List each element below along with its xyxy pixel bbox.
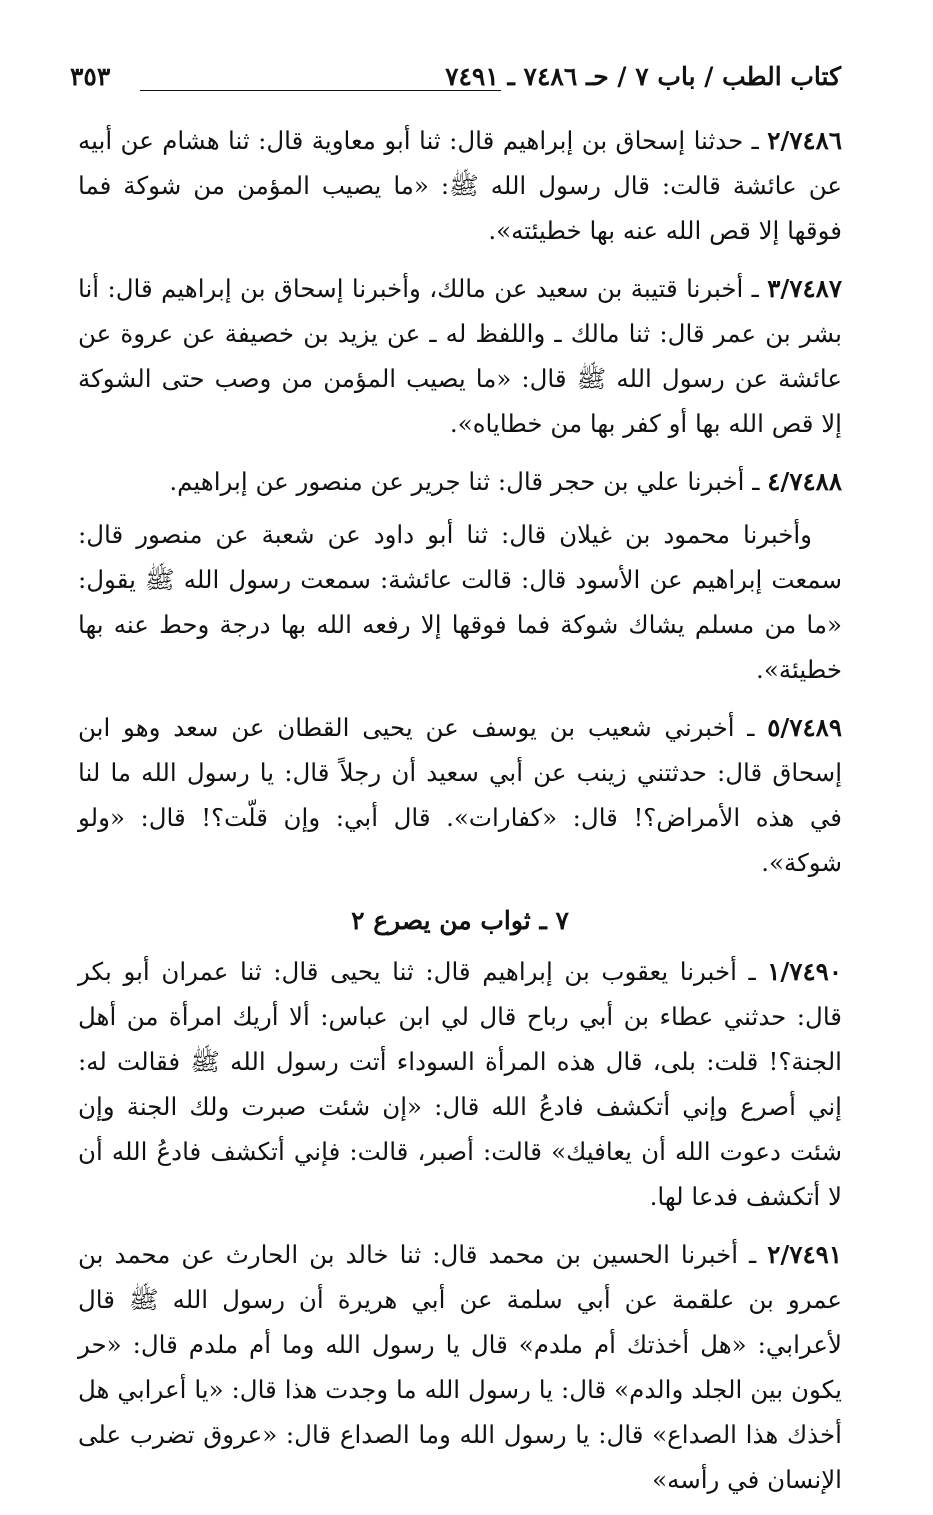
hadith-7487 xyxy=(78,266,842,446)
page-body xyxy=(78,118,842,1515)
header-rule xyxy=(140,90,501,91)
hadith-7486 xyxy=(78,118,842,253)
hadith-text: ـ أخبرني شعيب بن يوسف عن يحيى القطان عن سعد وهو ابن إسحاق قال: حدثتني زينب عن أبي سعيد أن رجلاً قال: يا رسول الله ما لنا في هذه الأمراض؟! قال: «كفارات». قال أبي: وإن قلّت؟! قال: «ولو شوكة». xyxy=(78,713,842,877)
header-title: كتاب الطب / باب ٧ / حـ ٧٤٨٦ ـ ٧٤٩١ xyxy=(445,62,841,91)
hadith-number: ٢/٧٤٨٦ xyxy=(767,126,842,155)
hadith-number: ١/٧٤٩٠ xyxy=(767,957,842,986)
hadith-number: ٢/٧٤٩١ xyxy=(767,1240,842,1269)
hadith-7488-continuation xyxy=(78,512,842,692)
running-header xyxy=(70,62,841,102)
page-number: ٣٥٣ xyxy=(70,62,111,91)
hadith-number: ٥/٧٤٨٩ xyxy=(767,713,842,742)
hadith-text: ـ أخبرنا قتيبة بن سعيد عن مالك، وأخبرنا إسحاق بن إبراهيم قال: أنا بشر بن عمر قال: ثنا مالك ـ واللفظ له ـ عن يزيد بن خصيفة عن عروة عن عائشة عن رسول الله ﷺ قال: «ما يصيب المؤمن من وصب حتى الشوكة إلا قص الله بها أو كفر بها من خطاياه». xyxy=(78,274,842,438)
hadith-text: ـ حدثنا إسحاق بن إبراهيم قال: ثنا أبو معاوية قال: ثنا هشام عن أبيه عن عائشة قالت: قال رسول الله ﷺ: «ما يصيب المؤمن من شوكة فما فوقها إلا قص الله عنه بها خطيئته». xyxy=(78,126,842,245)
hadith-7490 xyxy=(78,949,842,1219)
hadith-7491 xyxy=(78,1232,842,1502)
chapter-heading: ٧ ـ ثواب من يصرع ٢ xyxy=(351,906,569,935)
hadith-text: ـ أخبرنا يعقوب بن إبراهيم قال: ثنا يحيى قال: ثنا عمران أبو بكر قال: حدثني عطاء بن أبي رباح قال لي ابن عباس: ألا أريك امرأة من أهل الجنة؟! قلت: بلى، قال هذه المرأة السوداء أتت رسول الله ﷺ فقالت له: إني أصرع وإني أتكشف فادعُ الله قال: «إن شئت صبرت ولك الجنة وإن شئت دعوت الله أن يعافيك» قالت: أصبر، قالت: فإني أتكشف فادعُ الله أن لا أتكشف فدعا لها. xyxy=(78,957,842,1211)
hadith-7488 xyxy=(78,459,842,504)
hadith-text: وأخبرنا محمود بن غيلان قال: ثنا أبو داود عن شعبة عن منصور قال: سمعت إبراهيم عن الأسود قال: قالت عائشة: سمعت رسول الله ﷺ يقول: «ما من مسلم يشاك شوكة فما فوقها إلا رفعه الله بها درجة وحط عنه بها خطيئة». xyxy=(78,520,842,684)
hadith-text: ـ أخبرنا الحسين بن محمد قال: ثنا خالد بن الحارث عن محمد بن عمرو بن علقمة عن أبي سلمة عن أبي هريرة أن رسول الله ﷺ قال لأعرابي: «هل أخذتك أم ملدم» قال يا رسول الله وما أم ملدم قال: «حر يكون بين الجلد والدم» قال: يا رسول الله ما وجدت هذا قال: «يا أعرابي هل أخذك هذا الصداع» قال: يا رسول الله وما الصداع قال: «عروق تضرب على الإنسان في رأسه» xyxy=(78,1240,842,1494)
hadith-number: ٣/٧٤٨٧ xyxy=(767,274,842,303)
hadith-number: ٤/٧٤٨٨ xyxy=(767,467,842,496)
hadith-text: ـ أخبرنا علي بن حجر قال: ثنا جرير عن منصور عن إبراهيم. xyxy=(169,467,768,496)
hadith-7489 xyxy=(78,705,842,885)
